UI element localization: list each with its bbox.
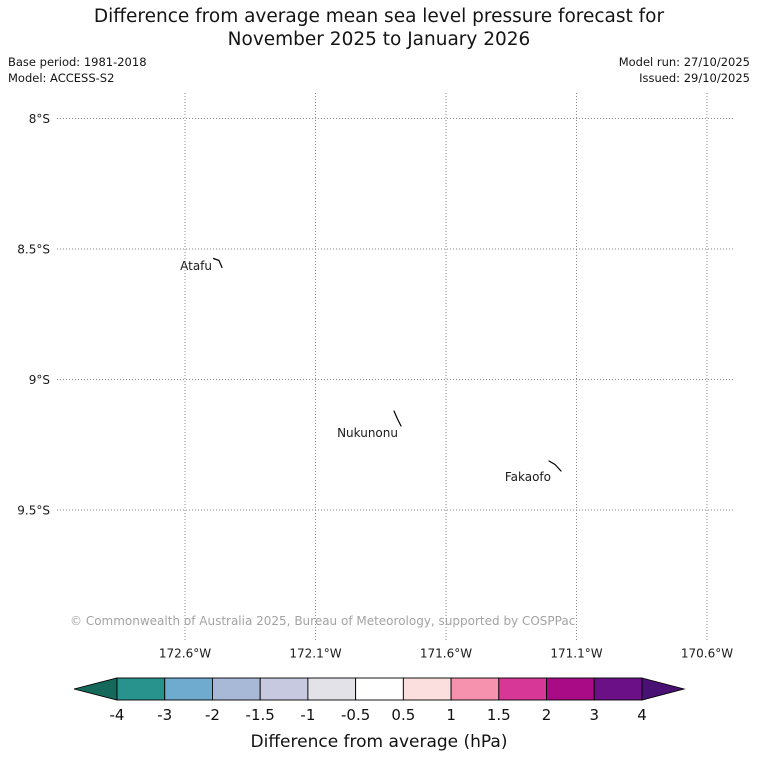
colorbar-tick-label: -3 [157,706,173,724]
colorbar-right-arrow [642,678,684,700]
grid-layer [17,93,733,660]
colorbar-tick-labels [110,706,647,724]
page-title-line1: Difference from average mean sea level pressure forecast for [93,6,665,27]
colorbar-cell [356,678,404,700]
colorbar-cell [165,678,213,700]
colorbar-tick-label: -1.5 [245,706,275,724]
colorbar-cell [594,678,642,700]
island-layer [180,259,561,485]
colorbar-cell [499,678,547,700]
colorbar-cell [260,678,308,700]
colorbar-tick-label: -2 [204,706,220,724]
colorbar-cell [547,678,595,700]
island-label-fakaofo: Fakaofo [504,470,551,484]
colorbar-left-arrow [74,678,117,700]
page-title-line2: November 2025 to January 2026 [227,29,531,50]
map-canvas [0,90,758,660]
island-label-nukunonu: Nukunonu [337,426,398,440]
colorbar-tick-label: 4 [637,706,647,724]
lat-tick-label: 8.5°S [17,242,50,257]
lat-tick-label: 8°S [28,112,50,126]
lon-tick-label: 172.1°W [289,646,342,660]
run-info [619,55,750,86]
island-label-atafu: Atafu [180,259,212,273]
colorbar-tick-label: -1 [300,706,316,724]
model-label: Model: ACCESS-S2 [8,70,115,85]
lon-tick-label: 172.6°W [158,646,212,660]
lon-tick-label: 170.6°W [680,646,734,660]
colorbar-tick-label: 0.5 [391,706,416,724]
page-title [0,5,758,51]
island-outline-atafu [214,259,223,268]
colorbar-cell [403,678,451,700]
colorbar-cell [117,678,165,700]
colorbar-tick-label: 2 [541,706,552,724]
colorbar-tick-label: 1 [446,706,456,724]
colorbar-tick-label: 1.5 [486,706,511,724]
lon-tick-label: 171.6°W [419,646,473,660]
island-outline-nukunonu [394,411,401,426]
lat-tick-label: 9.5°S [17,503,50,518]
lon-tick-label: 171.1°W [550,646,603,660]
colorbar-tick-label: -4 [109,706,125,724]
lat-tick-label: 9°S [28,373,50,387]
colorbar [0,660,758,781]
model-run-label: Model run: 27/10/2025 [618,55,750,69]
colorbar-tick-label: -0.5 [340,706,371,724]
colorbar-tick-label: 3 [589,706,600,724]
colorbar-caption: Difference from average (hPa) [250,732,508,752]
colorbar-cells [74,678,684,700]
model-info [8,55,147,86]
colorbar-cell [308,678,356,700]
base-period-label: Base period: 1981-2018 [8,55,147,69]
colorbar-cell [212,678,260,700]
issued-label: Issued: 29/10/2025 [639,70,750,85]
copyright-notice: © Commonwealth of Australia 2025, Bureau of Meteorology, supported by COSPPac [70,614,576,628]
colorbar-cell [451,678,499,700]
